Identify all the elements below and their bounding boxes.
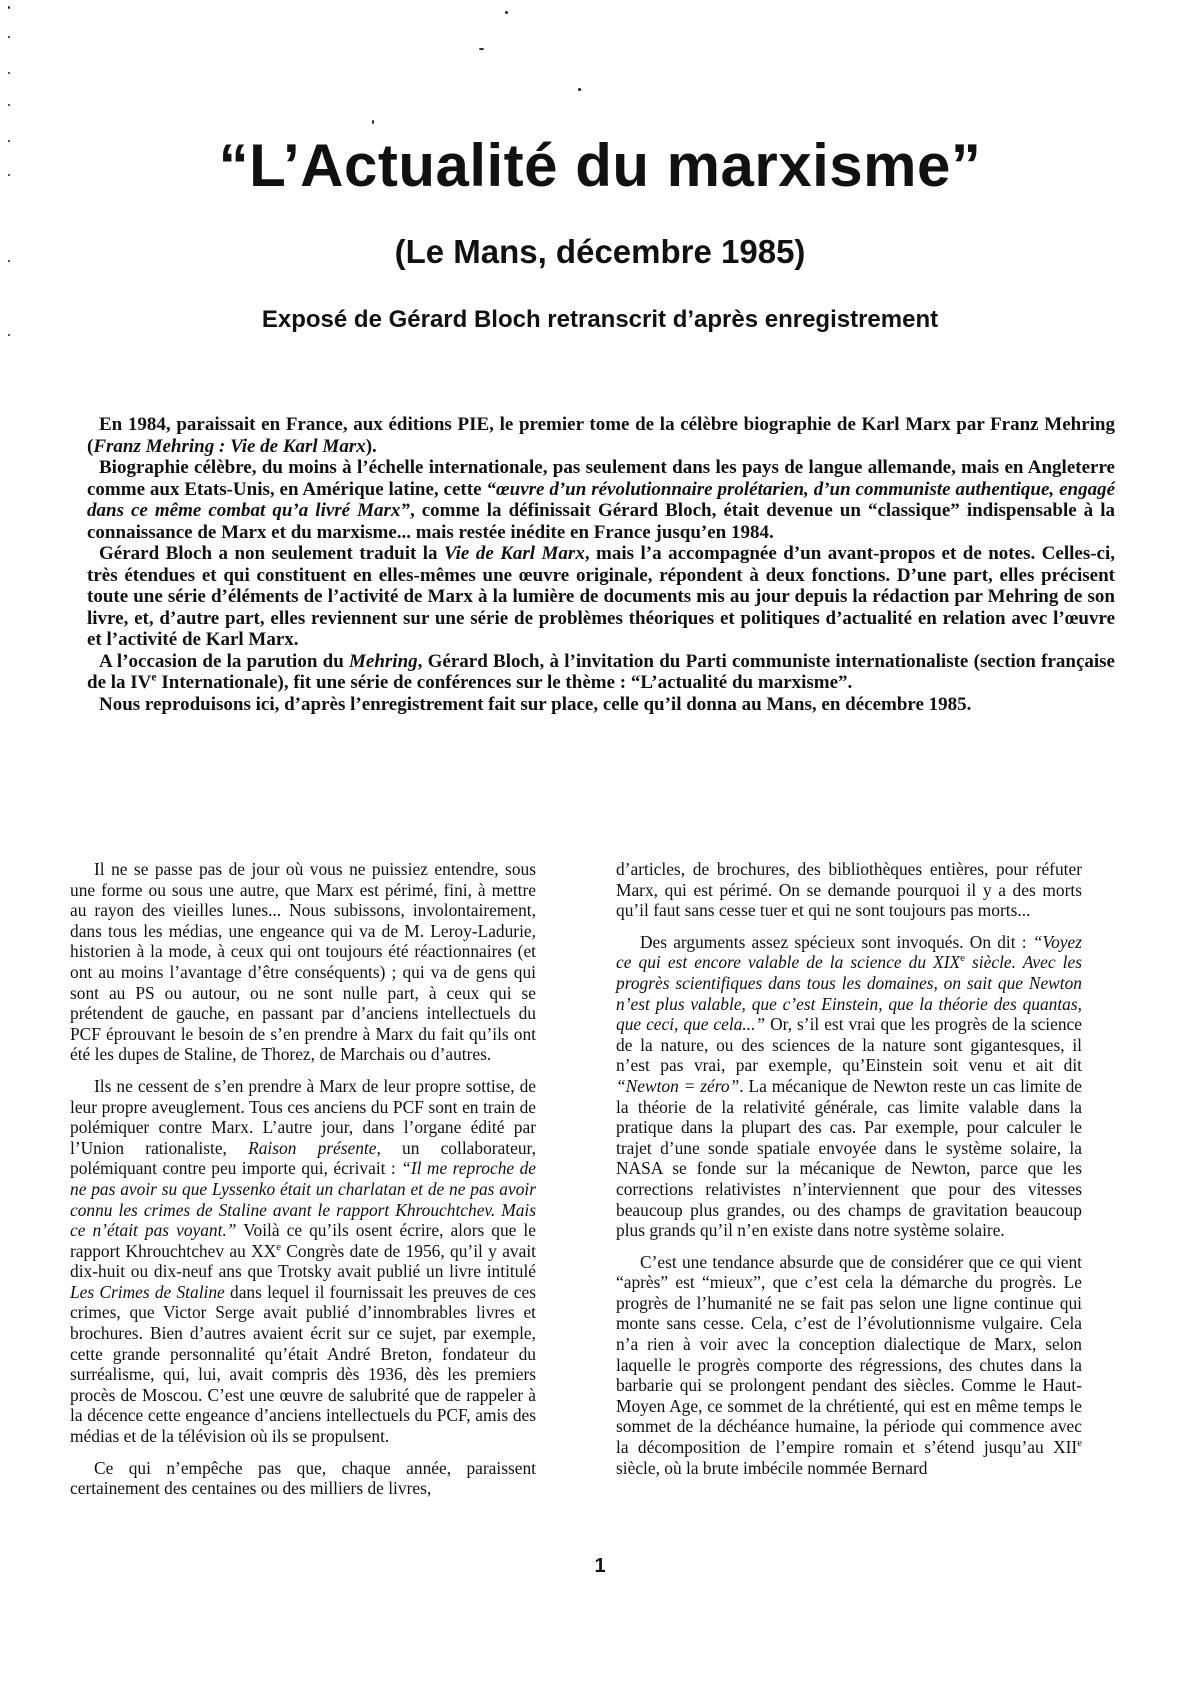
intro-paragraph: A l’occasion de la parution du Mehring, Gérard Bloch, à l’invitation du Parti communiste internationaliste (section française de la IVe Internationale), fit une série de conférences sur le thème : “L’actualité du marxisme”. <box>87 650 1115 693</box>
scan-speck <box>479 48 484 50</box>
body-column-right <box>616 859 1082 1478</box>
scan-speck <box>8 6 10 9</box>
body-paragraph: Ce qui n’empêche pas que, chaque année, paraissent certainement des centaines ou des milliers de livres, <box>70 1457 536 1499</box>
scan-speck <box>372 120 374 124</box>
scan-speck <box>578 88 581 91</box>
page-number: 1 <box>594 1555 606 1577</box>
scan-speck <box>8 72 10 74</box>
body-paragraph: d’articles, de brochures, des bibliothèques entières, pour réfuter Marx, qui est périmé. On se demande pourquoi il y a des morts qu’il faut sans cesse tuer et qui ne sont toujours pas morts... <box>616 859 1082 921</box>
body-paragraph: C’est une tendance absurde que de considérer que ce qui vient “après” est “mieux”, que c’est cela la démarche du progrès. Le progrès de l’humanité ne se fait pas selon une ligne continue qui monte sans cesse. Cela, c’est de l’évolutionnisme vulgaire. Cela n’a rien à voir avec la conception dialectique de Marx, selon laquelle le progrès comporte des régressions, des chutes dans la barbarie qui se prolongent pendant des siècles. Comme le Haut-Moyen Age, ce sommet de la chrétienté, qui est en même temps le sommet de la déchéance humaine, la période qui commence avec la décomposition de l’empire romain et s’étend jusqu’au XIIe siècle, où la brute imbécile nommée Bernard <box>616 1251 1082 1478</box>
body-paragraph: Ils ne cessent de s’en prendre à Marx de leur propre sottise, de leur propre aveuglement. Tous ces anciens du PCF sont en train de polémiquer contre Marx. L’autre jour, dans l’organe édité par l’Union rationaliste, Raison présente, un collaborateur, polémiquant contre peu importe qui, écrivait : “Il me reproche de ne pas avoir su que Lyssenko était un charlatan et de ne pas avoir connu les crimes de Staline avant le rapport Khrouchtchev. Mais ce n’était pas voyant.” Voilà ce qu’ils osent écrire, alors que le rapport Khrouchtchev au XXe Congrès date de 1956, qu’il y avait dix-huit ou dix-neuf ans que Trotsky avait publié un livre intitulé Les Crimes de Staline dans lequel il fournissait les preuves de ces crimes, que Victor Serge avait publié d’innombrables livres et brochures. Bien d’autres avaient écrit sur ce sujet, par exemple, cette grande personnalité qu’était André Breton, fondateur du surréalisme, qui, lui, avait compris dès 1936, dès les premiers procès de Moscou. C’est une œuvre de salubrité que de rappeler à la décence cette engeance d’anciens intellectuels du PCF, amis des médias et de la télévision où ils se propulsent. <box>70 1075 536 1447</box>
body-paragraph: Des arguments assez spécieux sont invoqués. On dit : “Voyez ce qui est encore valable de la science du XIXe siècle. Avec les progrès scientifiques dans tous les domaines, on sait que Newton n’est plus valable, que c’est Einstein, que la théorie des quantas, que ceci, que cela...” Or, s’il est vrai que les progrès de la science de la nature, ou des sciences de la nature sont gigantesques, il n’est pas vrai, par exemple, qu’Einstein soit venu et ait dit “Newton = zéro”. La mécanique de Newton reste un cas limite de la théorie de la relativité générale, cas limite valable dans la pratique dans la plupart des cas. Par exemple, pour calculer le trajet d’une sonde spatiale envoyée dans le système solaire, la NASA se fonde sur la mécanique de Newton, parce que les corrections relativistes n’interviennent que pour des vitesses beaucoup plus grandes, ou des champs de gravitation beaucoup plus grands qu’il n’en existe dans notre système solaire. <box>616 931 1082 1241</box>
intro-paragraph: En 1984, paraissait en France, aux éditions PIE, le premier tome de la célèbre biographie de Karl Marx par Franz Mehring (Franz Mehring : Vie de Karl Marx). <box>87 414 1115 457</box>
intro-paragraph: Biographie célèbre, du moins à l’échelle internationale, pas seulement dans les pays de langue allemande, mais en Angleterre comme aux Etats-Unis, en Amérique latine, cette “œuvre d’un révolutionnaire prolétarien, d’un communiste authentique, engagé dans ce même combat qu’a livré Marx”, comme la définissait Gérard Bloch, était devenue un “classique” indispensable à la connaissance de Marx et du marxisme... mais restée inédite en France jusqu’en 1984. <box>87 457 1115 543</box>
scan-speck <box>8 36 10 38</box>
article-byline: Exposé de Gérard Bloch retranscrit d’après enregistrement <box>261 306 939 333</box>
scan-speck <box>8 104 10 106</box>
body-column-left <box>70 859 536 1499</box>
intro-paragraph: Nous reproduisons ici, d’après l’enregistrement fait sur place, celle qu’il donna au Mans, en décembre 1985. <box>99 693 972 715</box>
article-subtitle: (Le Mans, décembre 1985) <box>394 233 806 270</box>
introduction <box>87 414 1115 715</box>
article-title: “L’Actualité du marxisme” <box>218 132 982 199</box>
scan-speck <box>505 11 508 14</box>
intro-paragraph: Gérard Bloch a non seulement traduit la Vie de Karl Marx, mais l’a accompagnée d’un avant-propos et de notes. Celles-ci, très étendues et qui constituent en elles-mêmes une œuvre originale, répondent à deux fonctions. D’une part, elles précisent toute une série d’éléments de l’activité de Marx à la lumière de documents mis au jour depuis la rédaction par Mehring de son livre, et, d’autre part, elles reviennent sur une série de problèmes théoriques et politiques d’actualité en relation avec l’œuvre et l’activité de Karl Marx. <box>87 543 1116 650</box>
body-paragraph: Il ne se passe pas de jour où vous ne puissiez entendre, sous une forme ou sous une autre, que Marx est périmé, fini, à mettre au rayon des vieilles lunes... Nous subissons, involontairement, dans tous les médias, une engeance qui va de M. Leroy-Ladurie, historien à la mode, à ceux qui ont toujours été réactionnaires (et ont au moins l’avantage d’être conséquents) ; qui va de gens qui sont au PS ou autour, ou ne sont nulle part, à ceux qui se prétendent de gauche, en passant par d’anciens intellectuels du PCF éprouvant le besoin de s’en prendre à Marx du fait qu’ils ont été les dupes de Staline, de Thorez, de Marchais ou d’autres. <box>70 859 536 1065</box>
